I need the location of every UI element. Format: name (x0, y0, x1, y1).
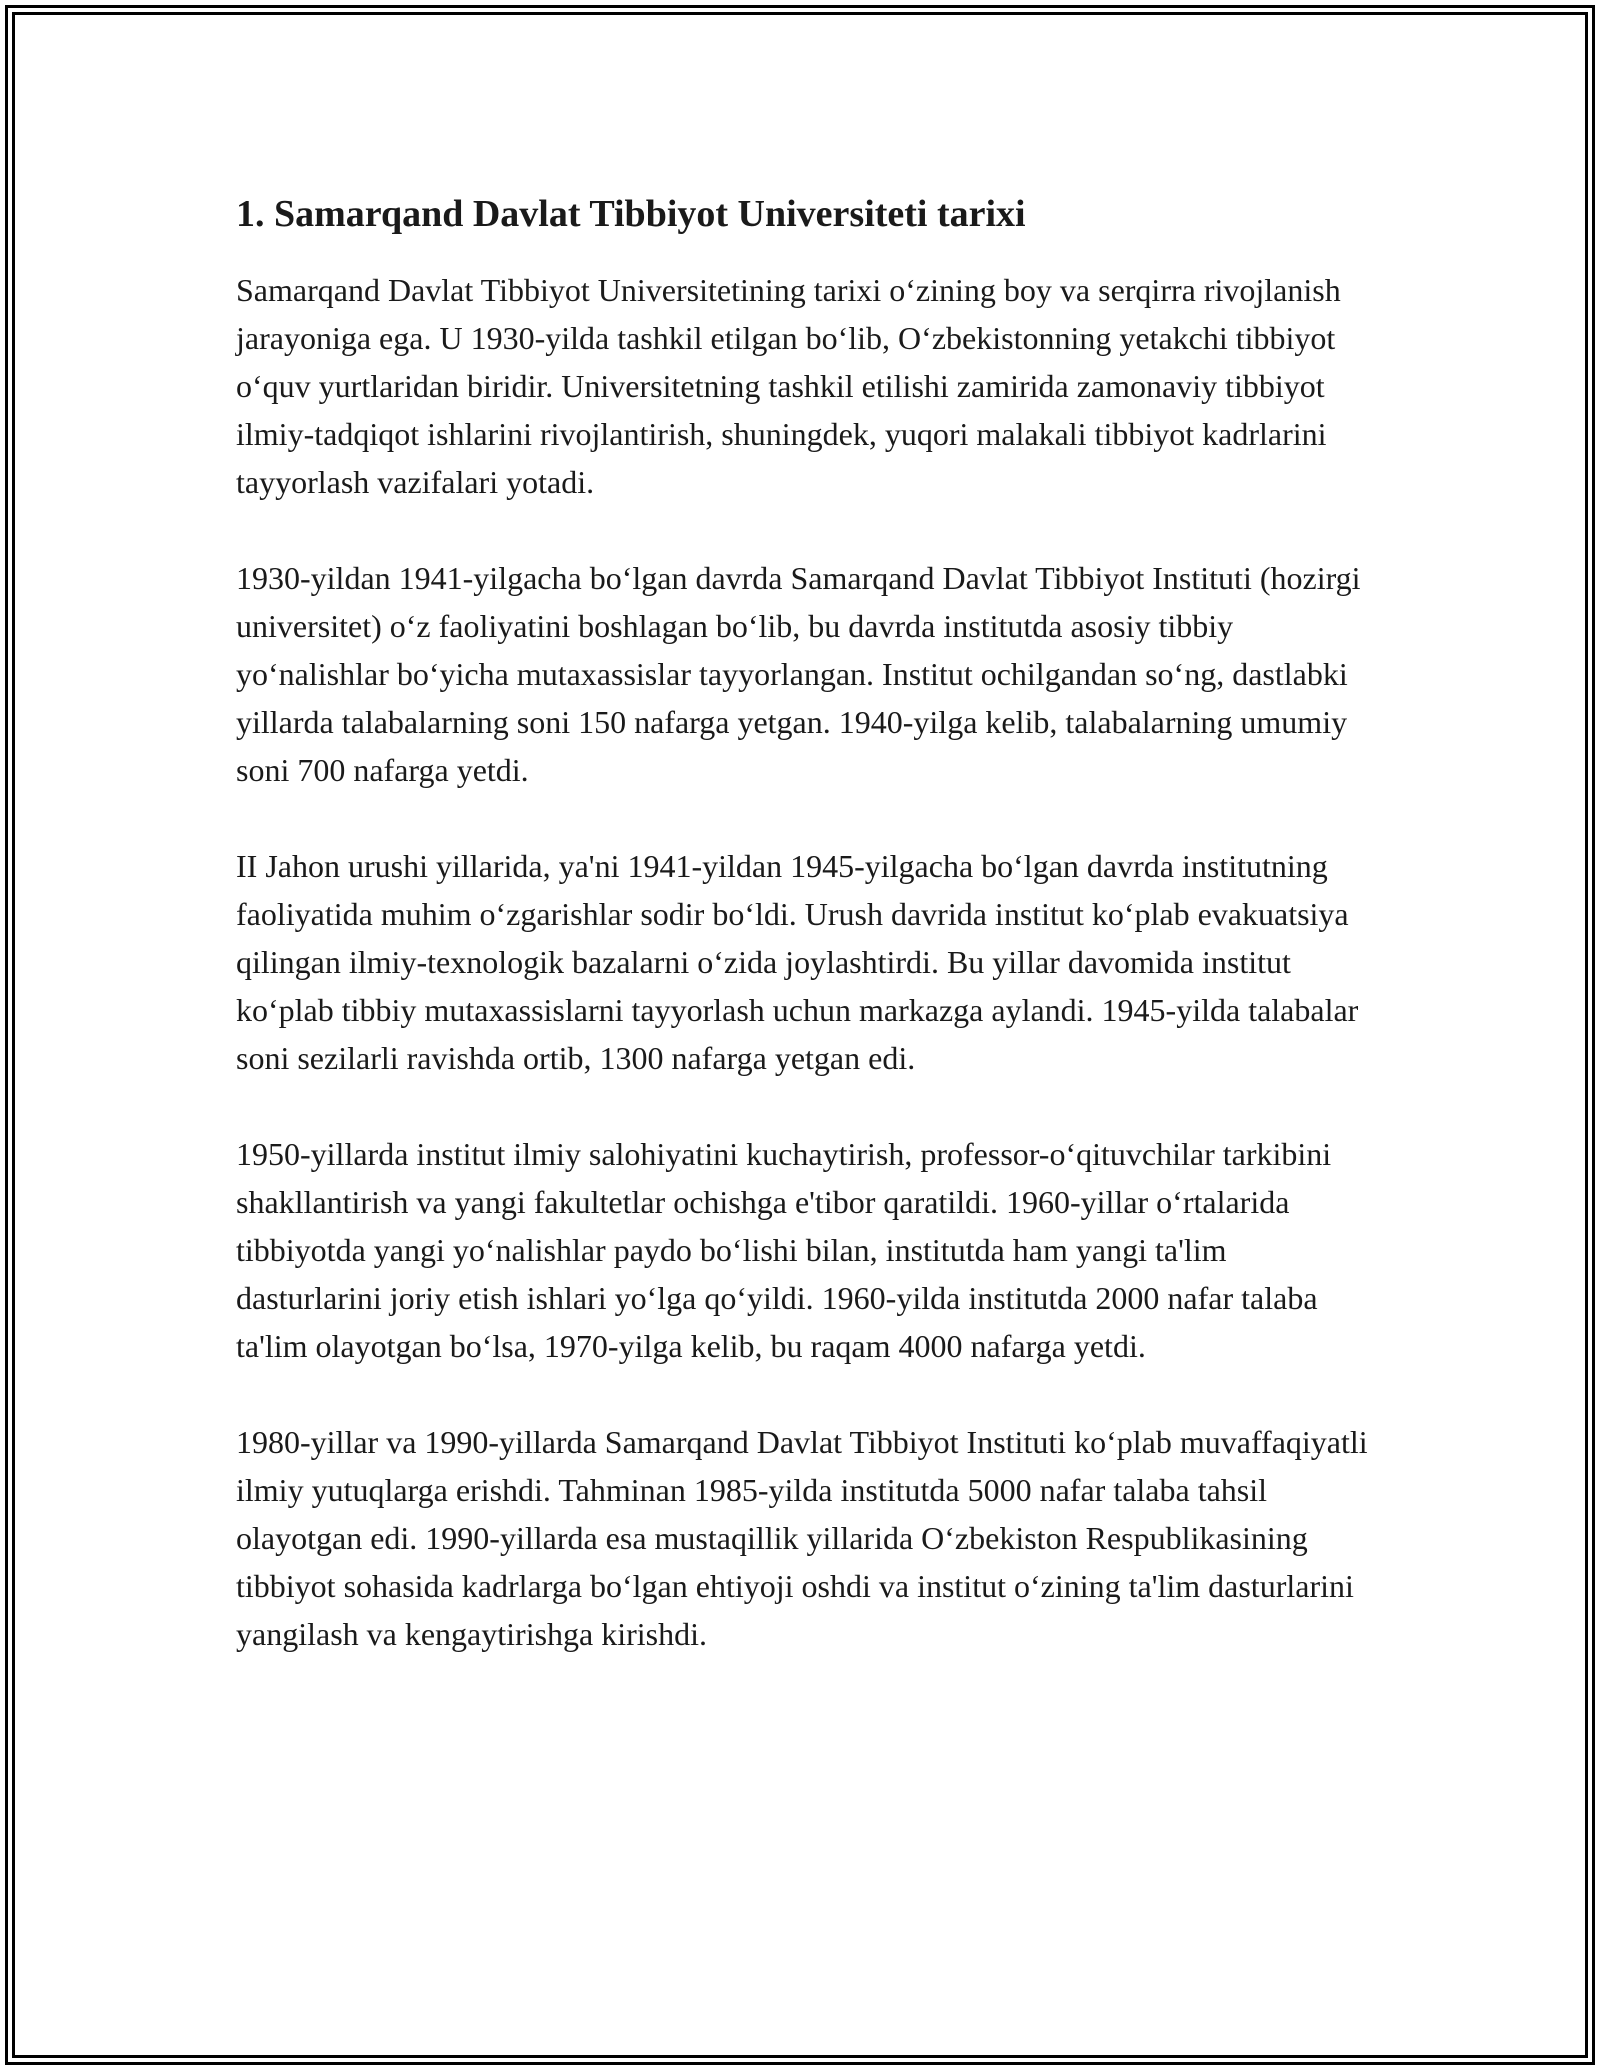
paragraph-1941-1945: II Jahon urushi yillarida, ya'ni 1941-yildan 1945-yilgacha bo‘lgan davrda institutning faoliyatida muhim o‘zgarishlar sodir bo‘ldi. Urush davrida institut ko‘plab evakuatsiya qilingan ilmiy-texnologik bazalarni o‘zida joylashtirdi. Bu yillar davomida institut ko‘plab tibbiy mutaxassislarni tayyorlash uchun markazga aylandi. 1945-yilda talabalar soni sezilarli ravishda ortib, 1300 nafarga yetgan edi. (236, 848, 1359, 1076)
paragraph-history-intro: Samarqand Davlat Tibbiyot Universitetining tarixi o‘zining boy va serqirra rivojlanish jarayoniga ega. U 1930-yilda tashkil etilgan bo‘lib, O‘zbekistonning yetakchi tibbiyot o‘quv yurtlaridan biridir. Universitetning tashkil etilishi zamirida zamonaviy tibbiyot ilmiy-tadqiqot ishlarini rivojlantirish, shuningdek, yuqori malakali tibbiyot kadrlarini tayyorlash vazifalari yotadi. (236, 272, 1341, 500)
paragraph-1980-1990: 1980-yillar va 1990-yillarda Samarqand Davlat Tibbiyot Instituti ko‘plab muvaffaqiyatli ilmiy yutuqlarga erishdi. Tahminan 1985-yilda institutda 5000 nafar talaba tahsil olayotgan edi. 1990-yillarda esa mustaqillik yillarida O‘zbekiston Respublikasining tibbiyot sohasida kadrlarga bo‘lgan ehtiyoji oshdi va institut o‘zining ta'lim dasturlarini yangilash va kengaytirishga kirishdi. (236, 1424, 1368, 1652)
document-title: 1. Samarqand Davlat Tibbiyot Universiteti tarixi (236, 193, 1026, 235)
paragraph-1950-1970: 1950-yillarda institut ilmiy salohiyatini kuchaytirish, professor-o‘qituvchilar tarkibini shakllantirish va yangi fakultetlar ochishga e'tibor qaratildi. 1960-yillar o‘rtalarida tibbiyotda yangi yo‘nalishlar paydo bo‘lishi bilan, institutda ham yangi ta'lim dasturlarini joriy etish ishlari yo‘lga qo‘yildi. 1960-yilda institutda 2000 nafar talaba ta'lim olayotgan bo‘lsa, 1970-yilga kelib, bu raqam 4000 nafarga yetdi. (236, 1136, 1332, 1364)
document-body (236, 188, 1376, 1706)
paragraph-1930-1941: 1930-yildan 1941-yilgacha bo‘lgan davrda Samarqand Davlat Tibbiyot Instituti (hozirgi universitet) o‘z faoliyatini boshlagan bo‘lib, bu davrda institutda asosiy tibbiy yo‘nalishlar bo‘yicha mutaxassislar tayyorlangan. Institut ochilgandan so‘ng, dastlabki yillarda talabalarning soni 150 nafarga yetgan. 1940-yilga kelib, talabalarning umumiy soni 700 nafarga yetdi. (236, 560, 1361, 788)
